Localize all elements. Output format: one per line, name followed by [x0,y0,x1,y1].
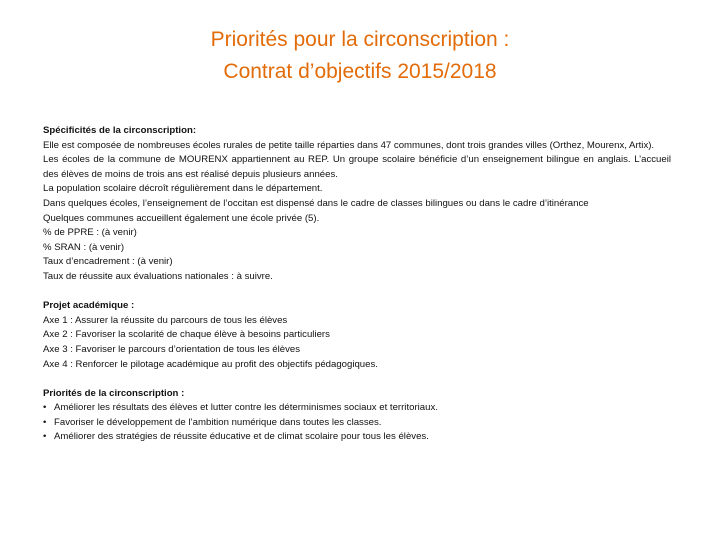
specificites-paragraph: % SRAN : (à venir) [43,241,125,253]
priorites-heading: Priorités de la circonscription : [43,387,185,399]
projet-academique-section [43,299,671,372]
priority-list-item [43,416,671,431]
slide-title [80,24,640,88]
title-line-2: Contrat d’objectifs 2015/2018 [223,60,497,83]
specificites-paragraph: Taux d’encadrement : (à venir) [43,256,173,268]
title-line-1: Priorités pour la circonscription : [210,28,510,51]
specificites-paragraph: Dans quelques écoles, l’enseignement de l’occitan est dispensé dans le cadre de classes bilingues ou dans le cadre d’itinérance [43,197,589,209]
axe-item: Axe 2 : Favoriser la scolarité de chaque élève à besoins particuliers [43,329,330,341]
axe-item: Axe 3 : Favoriser le parcours d’orientation de tous les élèves [43,343,301,355]
specificites-paragraph: Elle est composée de nombreuses écoles rurales de petite taille réparties dans 47 communes, dont trois grandes villes (Orthez, Mourenx, Artix). [43,139,655,151]
axe-item: Axe 1 : Assurer la réussite du parcours de tous les élèves [43,314,288,326]
priority-text: Améliorer des stratégies de réussite éducative et de climat scolaire pour tous les élèves. [54,431,429,443]
specificites-paragraph: Les écoles de la commune de MOURENX appartiennent au REP. Un groupe scolaire bénéficie d’un enseignement bilingue en anglais. L’accueil des élèves de moins de trois ans est réalisé depuis plusieurs années. [43,154,671,180]
projet-academique-heading: Projet académique : [43,300,135,312]
priority-list-item [43,430,671,445]
bullet-icon: • [43,431,47,443]
specificites-paragraph: Quelques communes accueillent également une école privée (5). [43,212,320,224]
priorites-section [43,387,671,445]
bullet-icon: • [43,416,47,428]
specificites-paragraph: % de PPRE : (à venir) [43,227,137,239]
slide-content [43,124,671,445]
priority-text: Améliorer les résultats des élèves et lutter contre les déterminismes sociaux et territoriaux. [54,402,438,414]
specificites-paragraph: La population scolaire décroît régulièrement dans le département. [43,183,323,195]
specificites-heading: Spécificités de la circonscription: [43,125,197,136]
axe-item: Axe 4 : Renforcer le pilotage académique au profit des objectifs pédagogiques. [43,358,378,370]
bullet-icon: • [43,402,47,414]
priority-text: Favoriser le développement de l’ambition numérique dans toutes les classes. [54,416,382,428]
specificites-section [43,124,671,285]
priority-list-item [43,401,671,416]
specificites-paragraph: Taux de réussite aux évaluations nationales : à suivre. [43,270,273,282]
